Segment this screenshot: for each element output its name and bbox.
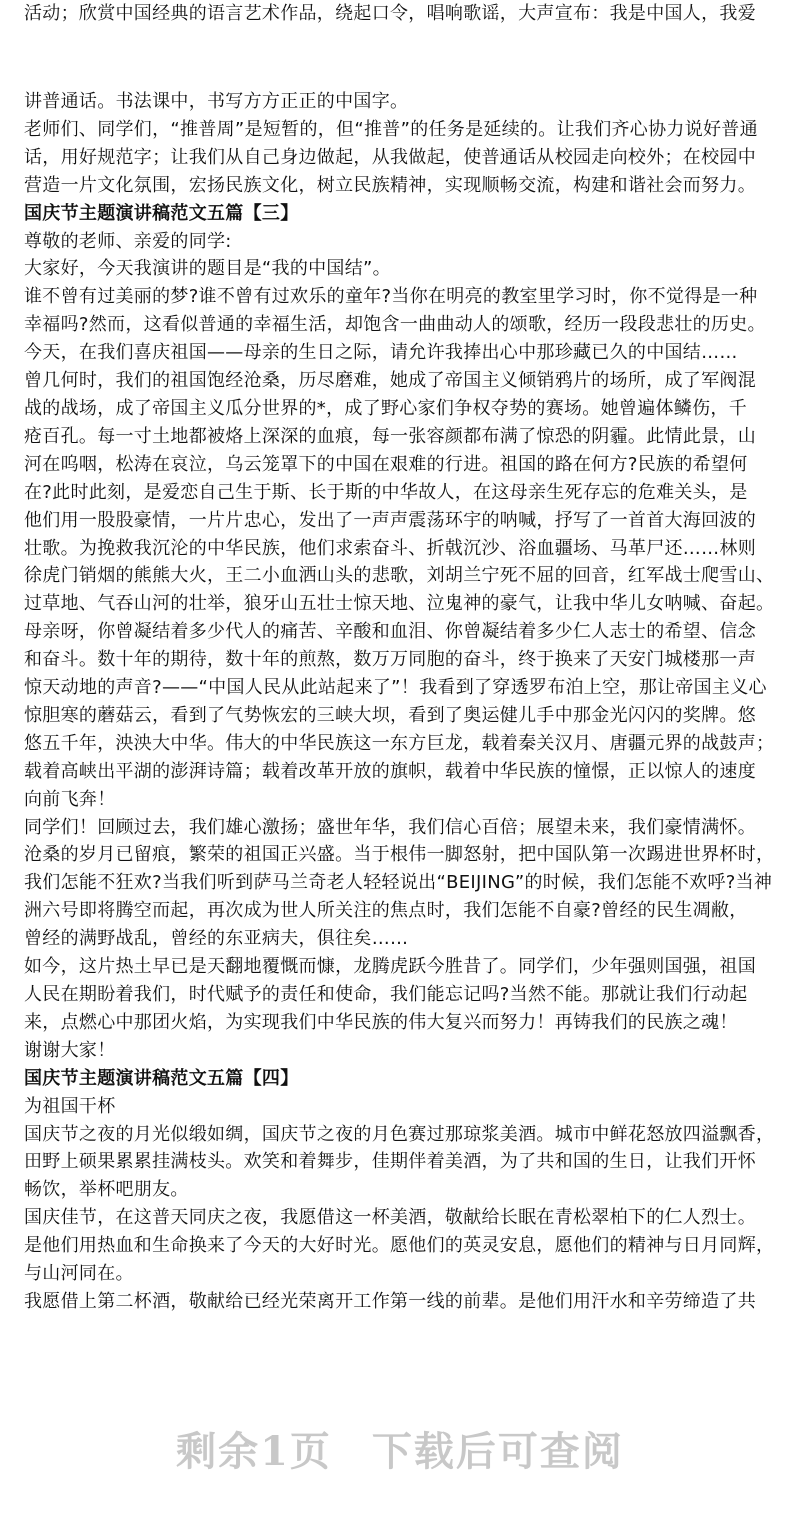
document-main-text [24, 88, 784, 1316]
paragraph-line: 幸福吗?然而，这看似普通的幸福生活，却饱含一曲曲动人的颂歌，经历一段段悲壮的历史。 [24, 314, 766, 336]
paragraph-line: 是他们用热血和生命换来了今天的大好时光。愿他们的英灵安息，愿他们的精神与日月同辉， [24, 1235, 775, 1257]
paragraph-line: 国庆节之夜的月光似缎如绸，国庆节之夜的月色赛过那琼浆美酒。城市中鲜花怒放四溢飘香， [24, 1123, 775, 1145]
paragraph-line: 和奋斗。数十年的期待，数十年的煎熬，数万万同胞的奋斗，终于换来了天安门城楼那一声 [24, 649, 756, 671]
paragraph-line: 曾经的满野战乱，曾经的东亚病夫，俱往矣…… [24, 928, 409, 950]
paragraph-line: 沧桑的岁月已留痕，繁荣的祖国正兴盛。当于根伟一脚怒射，把中国队第一次踢进世界杯时， [24, 844, 775, 866]
paragraph-line: 活动；欣赏中国经典的语言艺术作品，绕起口令，唱响歌谣，大声宣布：我是中国人，我爱 [24, 3, 756, 24]
paragraph-line: 洲六号即将腾空而起，再次成为世人所关注的焦点时，我们怎能不自豪?曾经的民生凋敝， [24, 900, 748, 922]
paragraph-line: 我们怎能不狂欢?当我们听到萨马兰奇老人轻轻说出“BEIJING”的时候，我们怎能不欢呼?当神 [24, 872, 773, 894]
section-heading: 国庆节主题演讲稿范文五篇【四】 [24, 1067, 299, 1089]
paragraph-line: 他们用一股股豪情，一片片忠心，发出了一声声震荡环宇的呐喊，抒写了一首首大海回波的 [24, 509, 756, 531]
paragraph-line: 如今，这片热土早已是天翻地覆慨而慷，龙腾虎跃今胜昔了。同学们，少年强则国强，祖国 [24, 956, 756, 978]
paragraph-line: 惊胆寒的蘑菇云，看到了气势恢宏的三峡大坝，看到了奥运健儿手中那金光闪闪的奖牌。悠 [24, 704, 756, 726]
paragraph-line: 疮百孔。每一寸土地都被烙上深深的血痕，每一张容颜都布满了惊恐的阴霾。此情此景，山 [24, 425, 756, 447]
paragraph-line: 老师们、同学们，“推普周”是短暂的，但“推普”的任务是延续的。让我们齐心协力说好普通 [24, 118, 758, 140]
paragraph-line: 河在呜咽，松涛在哀泣，乌云笼罩下的中国在艰难的行进。祖国的路在何方?民族的希望何 [24, 453, 748, 475]
paragraph-line: 惊天动地的声音?——“中国人民从此站起来了”！我看到了穿透罗布泊上空，那让帝国主义心 [24, 677, 767, 699]
paragraph-line: 同学们！回顾过去，我们雄心激扬；盛世年华，我们信心百倍；展望未来，我们豪情满怀。 [24, 816, 756, 838]
paragraph-line: 来，点燃心中那团火焰，为实现我们中华民族的伟大复兴而努力！再铸我们的民族之魂！ [24, 1011, 738, 1033]
paragraph-line: 畅饮，举杯吧朋友。 [24, 1179, 189, 1201]
footer-bar [0, 1400, 800, 1526]
paragraph-line: 讲普通话。书法课中，书写方方正正的中国字。 [24, 91, 409, 112]
paragraph-line: 谢谢大家！ [24, 1039, 116, 1061]
paragraph-line: 谁不曾有过美丽的梦?谁不曾有过欢乐的童年?当你在明亮的教室里学习时，你不觉得是一种 [24, 286, 758, 308]
paragraph-line: 营造一片文化氛围，宏扬民族文化，树立民族精神，实现顺畅交流，构建和谐社会而努力。 [24, 174, 756, 196]
paragraph-line: 话，用好规范字；让我们从自己身边做起，从我做起，使普通话从校园走向校外；在校园中 [24, 146, 756, 168]
paragraph-line: 壮歌。为挽救我沉沦的中华民族，他们求索奋斗、折戟沉沙、浴血疆场、马革尸还……林则 [24, 537, 756, 559]
paragraph-line: 向前飞奔！ [24, 788, 116, 810]
paragraph-line: 田野上硕果累累挂满枝头。欢笑和着舞步，佳期伴着美酒，为了共和国的生日，让我们开怀 [24, 1151, 756, 1173]
paragraph-line: 载着高峡出平湖的澎湃诗篇；载着改革开放的旗帜，载着中华民族的憧憬，正以惊人的速度 [24, 760, 756, 782]
paragraph-line: 曾几何时，我们的祖国饱经沧桑，历尽磨难，她成了帝国主义倾销鸦片的场所，成了军阀混 [24, 370, 756, 392]
paragraph-line: 在?此时此刻，是爱恋自己生于斯、长于斯的中华故人，在这母亲生死存忘的危难关头，是 [24, 481, 748, 503]
paragraph-line: 我愿借上第二杯酒，敬献给已经光荣离开工作第一线的前辈。是他们用汗水和辛劳缔造了共 [24, 1290, 756, 1312]
paragraph-line: 与山河同在。 [24, 1263, 134, 1285]
remaining-pages-label: 剩余1页 [176, 1427, 332, 1475]
paragraph-line: 悠五千年，泱泱大中华。伟大的中华民族这一东方巨龙，载着秦关汉月、唐疆元界的战鼓声； [24, 732, 775, 754]
paragraph-line: 过草地、气吞山河的壮举，狼牙山五壮士惊天地、泣鬼神的豪气，让我中华儿女呐喊、奋起。 [24, 593, 775, 615]
paragraph-line: 母亲呀，你曾凝结着多少代人的痛苦、辛酸和血泪、你曾凝结着多少仁人志士的希望、信念 [24, 621, 756, 643]
download-prompt-button[interactable] [176, 1420, 624, 1477]
paragraph-line: 人民在期盼着我们，时代赋予的责任和使命，我们能忘记吗?当然不能。那就让我们行动起 [24, 984, 748, 1005]
paragraph-line: 尊敬的老师、亲爱的同学: [24, 230, 232, 252]
section-heading: 国庆节主题演讲稿范文五篇【三】 [24, 202, 299, 224]
paragraph-line: 为祖国干杯 [24, 1095, 116, 1117]
paragraph-line: 大家好，今天我演讲的题目是“我的中国结”。 [24, 258, 391, 280]
paragraph-line: 国庆佳节，在这普天同庆之夜，我愿借这一杯美酒，敬献给长眠在青松翠柏下的仁人烈士。 [24, 1207, 756, 1229]
paragraph-line: 徐虎门销烟的熊熊大火，王二小血洒山头的悲歌，刘胡兰宁死不屈的回音，红军战士爬雪山、 [24, 565, 775, 587]
paragraph-line: 战的战场，成了帝国主义瓜分世界的*，成了野心家们争权夺势的赛场。她曾遍体鳞伤，千 [24, 397, 747, 419]
paragraph-line: 今天，在我们喜庆祖国——母亲的生日之际，请允许我捧出心中那珍藏已久的中国结…… [24, 342, 738, 364]
download-to-view-label: 下载后可查阅 [371, 1427, 624, 1475]
